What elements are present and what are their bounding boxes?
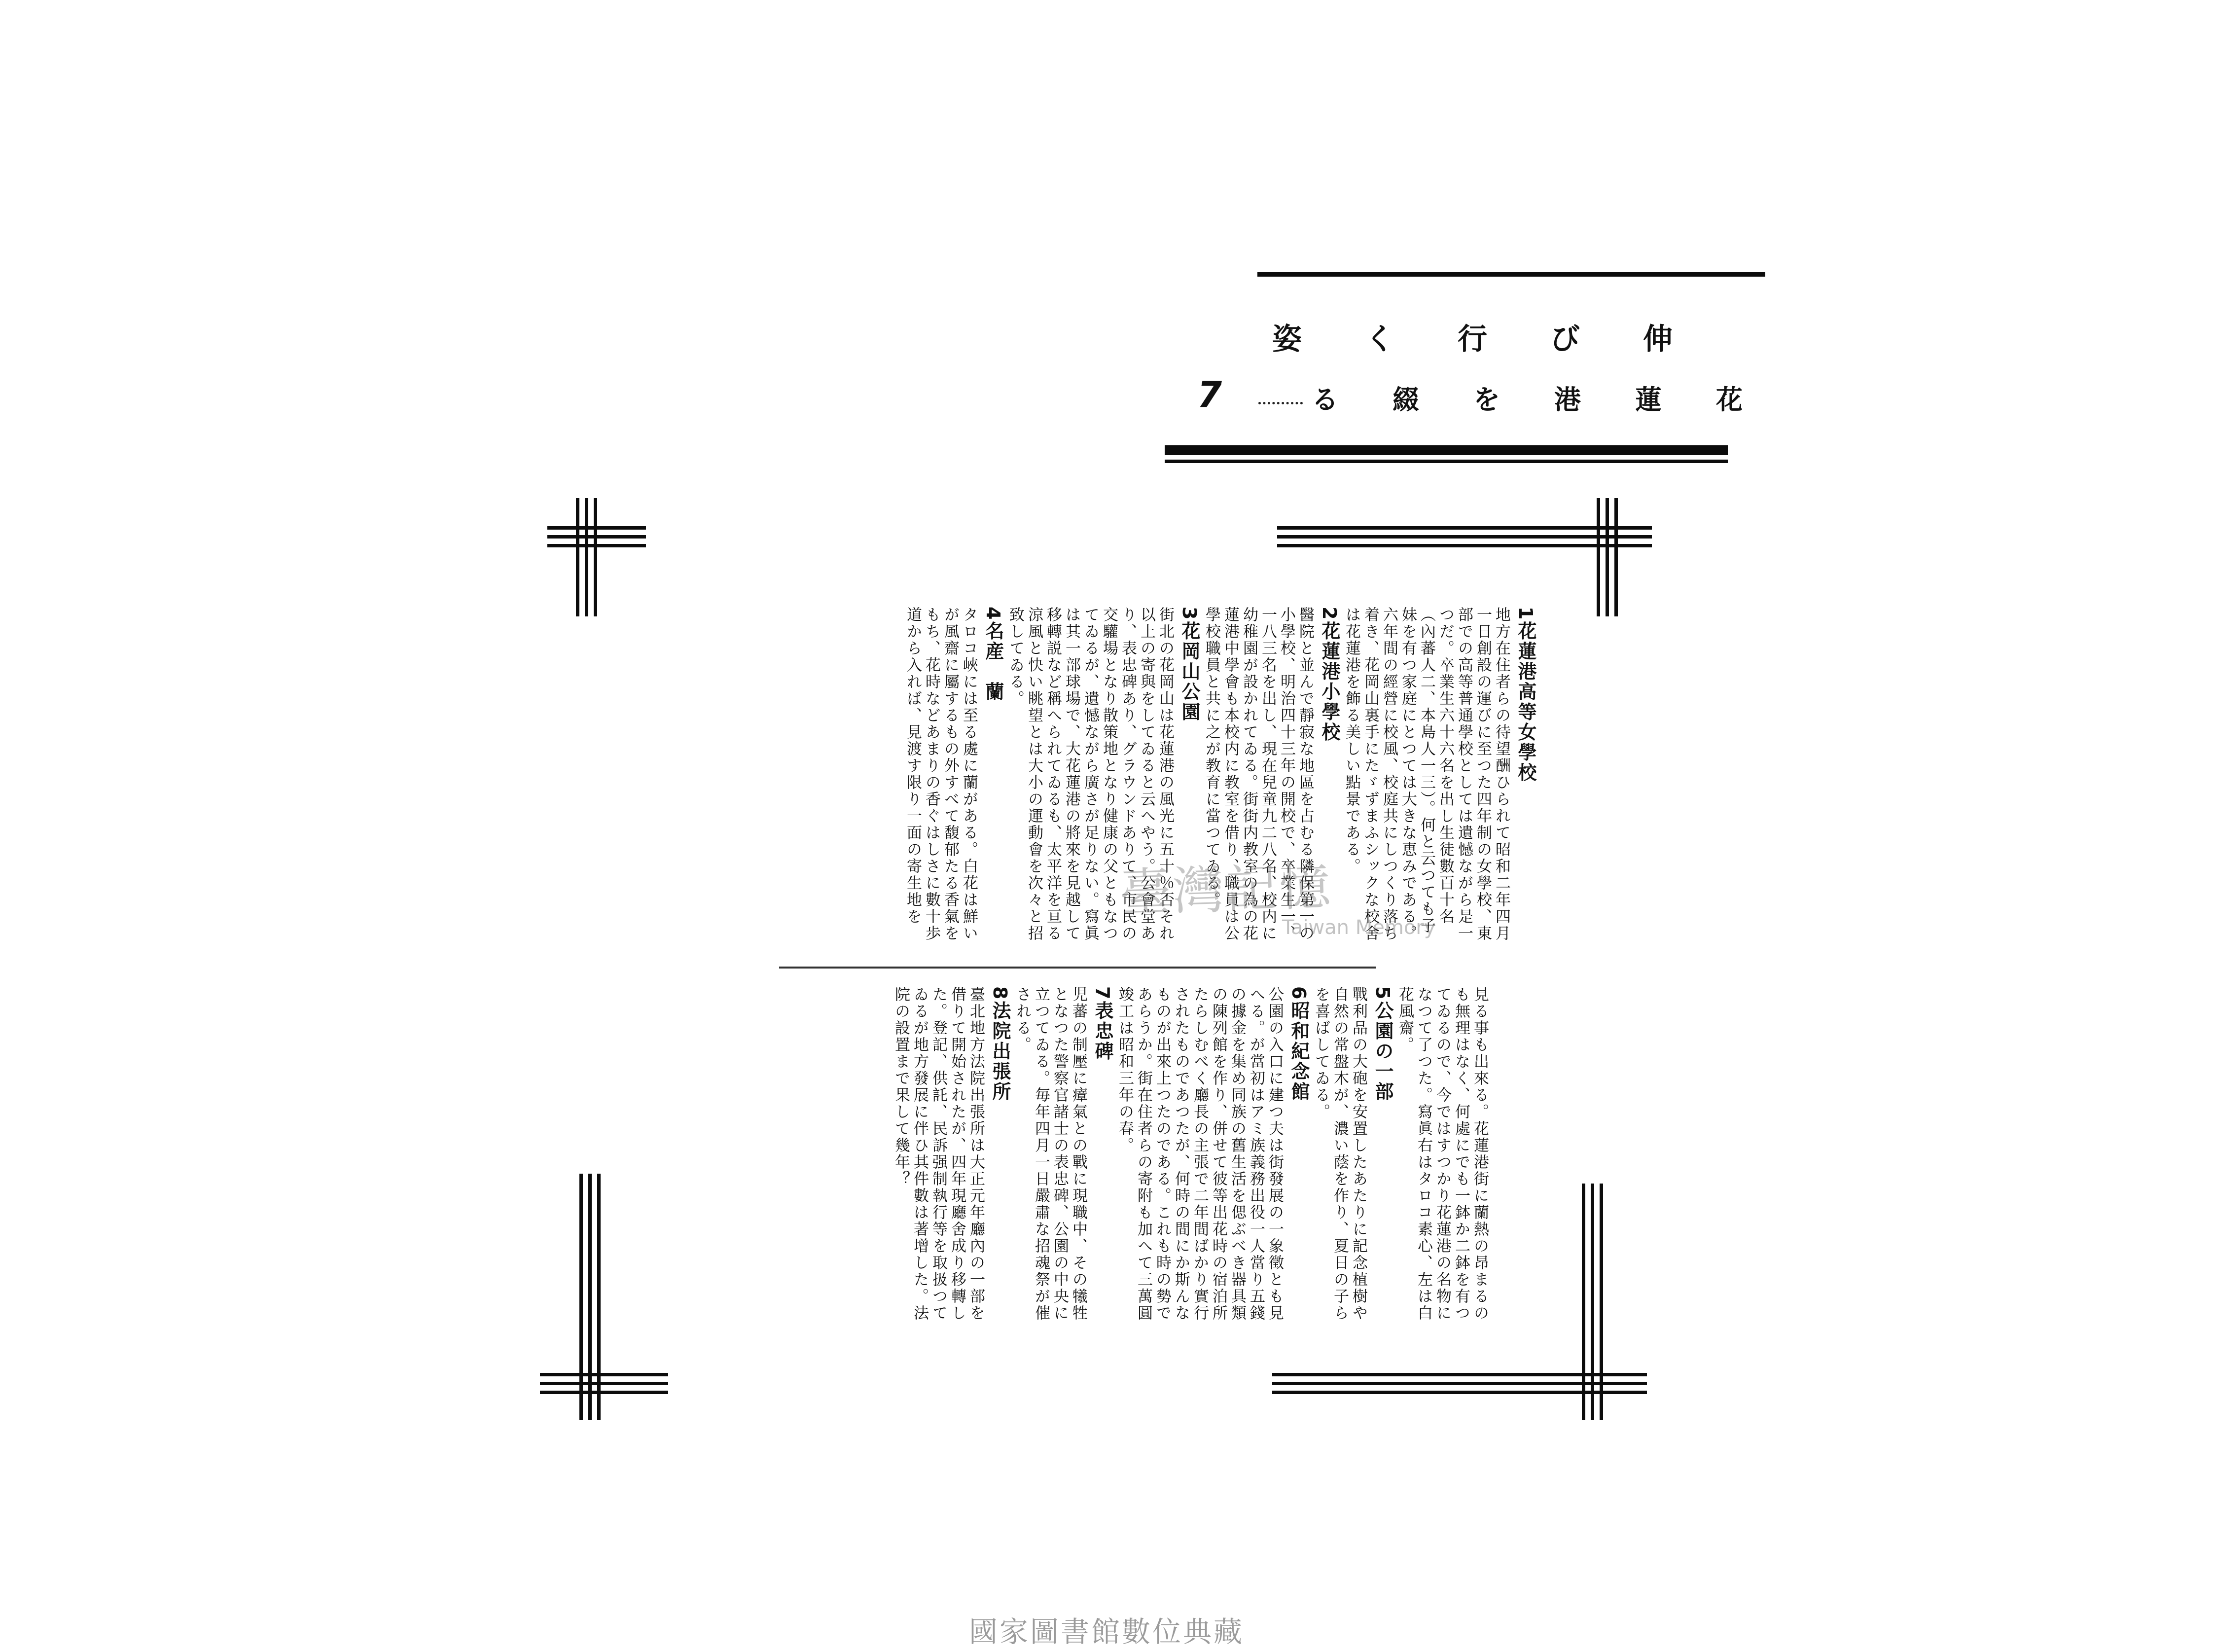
- section-body: 児蕃の制壓に瘴氣との戰に現職中、その犧牲となつた警察官諸士の表忠碑、公園の中央に立つてゐる。毎年四月一日嚴肅な招魂祭が催される。: [1013, 986, 1087, 1322]
- header-subtitle: 花蓮港を綴る: [1312, 384, 1797, 415]
- section-title: 2花蓮港小學校: [1319, 607, 1340, 743]
- header-bottom-rule-thick: [1165, 445, 1728, 455]
- section-title: 5公園の一部: [1372, 986, 1393, 1102]
- section-orchid-continued: [1395, 986, 1489, 1327]
- corner-bracket-top-right: [1277, 498, 1652, 616]
- section-body: 公園の入口に建つ夫は街發展の一象徵とも見へる。が當初はアミ族義務出役一人當り五錢の據金を集め同族の舊生活を偲ぶべき器具類の陳列館を作り、併せて彼等出花時の宿泊所たらしむべく廳長の主張で二年間ばかり實行されたものであつたが、何時の間にか斯んなものが出來上つたのである。これも時の勢であらうか。街在住者らの寄附も加へて三萬圓竣工は昭和三年の春。: [1116, 986, 1284, 1322]
- upper-text-block: [641, 607, 1538, 947]
- header-number: 7: [1197, 374, 1222, 415]
- corner-bracket-top-left: [547, 498, 646, 616]
- header-bottom-rule-thin: [1165, 460, 1728, 463]
- section-body: 地方在住者らの待望酬ひられて昭和二年四月一日創設の運びに至つた四年制の女學校、東部での高等普通學校としては遺憾ながら是一つだ。卒業生六十六名を出し生徒數百十名（內蕃人二、本島人一三）。何と云つても子妹を有つ家庭にとつては大きな恵みである。六年間の經營に校風、校庭共にしつくり落ち着き、花岡山裏手にたゞずまふシックな校舍は花蓮港を飾る美しい點景である。: [1343, 607, 1510, 942]
- section-body: 街北の花岡山は花蓮港の風光に五十％否それ以上の寄與をしてゐると云へやう。公會堂あり、表忠碑あり、グラウンドありて、市民の交驩場となり散策地となり健康の父ともなつてゐるが、遺憾ながら廣さが足りない。寫眞は其一部球場で、大花蓮港の將來を見越して移轉説など稱へられてゐるも、太平洋を亘る涼風と快い眺望とは大小の運動會を次々と招致してゐる。: [1006, 607, 1174, 942]
- watermark-main: 臺灣記憶: [1118, 856, 1334, 924]
- watermark-sub: Taiwan Memory: [1282, 916, 1436, 939]
- section-title: 8法院出張所: [989, 986, 1011, 1102]
- section-loyalty-monument: [1013, 986, 1115, 1327]
- section-orchid: [903, 607, 1006, 947]
- section-body: 戰利品の大砲を安置したあたりに記念植樹や自然の常盤木が、濃い蔭を作り、夏日の子らを喜ばしてゐる。: [1312, 986, 1367, 1322]
- section-court-branch: [892, 986, 1013, 1327]
- section-title: 1花蓮港高等女學校: [1515, 607, 1536, 783]
- header-title: 伸び行く姿: [1272, 322, 1736, 357]
- section-title: 7表忠碑: [1092, 986, 1113, 1062]
- section-body: 臺北地方法院出張所は大正元年廳內の一部を借りて開始されたが、四年現廳舍成り移轉した。登記、供託、民訴强制執行等を取扱つてゐるが地方發展に伴ひ其件數は著增した。法院の設置まで果して幾年？: [892, 986, 985, 1322]
- section-body: タロコ峽には至る處に蘭がある。白花は鮮いが風齋に屬するもの外すべて馥郁たる香氣をもち、花時などあまりの香ぐはしさに數十歩道から入れば、見渡す限り一面の寄生地を: [904, 607, 978, 942]
- section-title: 4名産 蘭: [982, 607, 1004, 702]
- section-title: 3花岡山公園: [1178, 607, 1200, 722]
- header-dots: [1258, 402, 1303, 404]
- section-showa-memorial-hall: [1115, 986, 1312, 1327]
- section-body: 醫院と並んで靜寂な地區を占むる隣保第一の小學校、明治四十三年の開校で、卒業生一、一八三名を出し、現在兒童九二八名、校内に幼稚園が設かれてゐる。街街内教室の為の花蓮港中學會も本校内に教室を借り、職員は公學校職員と共に之が教育に當つてゐる。: [1203, 607, 1314, 942]
- footer-credit: 國家圖書館數位典藏: [969, 1615, 1245, 1649]
- section-park-part: [1312, 986, 1395, 1327]
- section-girls-high-school: [1342, 607, 1538, 947]
- lower-text-block: [641, 986, 1489, 1327]
- middle-divider: [779, 967, 1376, 969]
- header-top-rule: [1257, 272, 1765, 277]
- section-body: 見る事も出來る。花蓮港街に蘭熱の昂まるのも無理はなく、何處にでも一鉢か二鉢を有つてゐるので、今ではすつかり花蓮港の名物になつて了つた。寫眞右はタロコ素心、左は白花風齋。: [1396, 986, 1489, 1322]
- section-title: 6昭和紀念館: [1288, 986, 1310, 1102]
